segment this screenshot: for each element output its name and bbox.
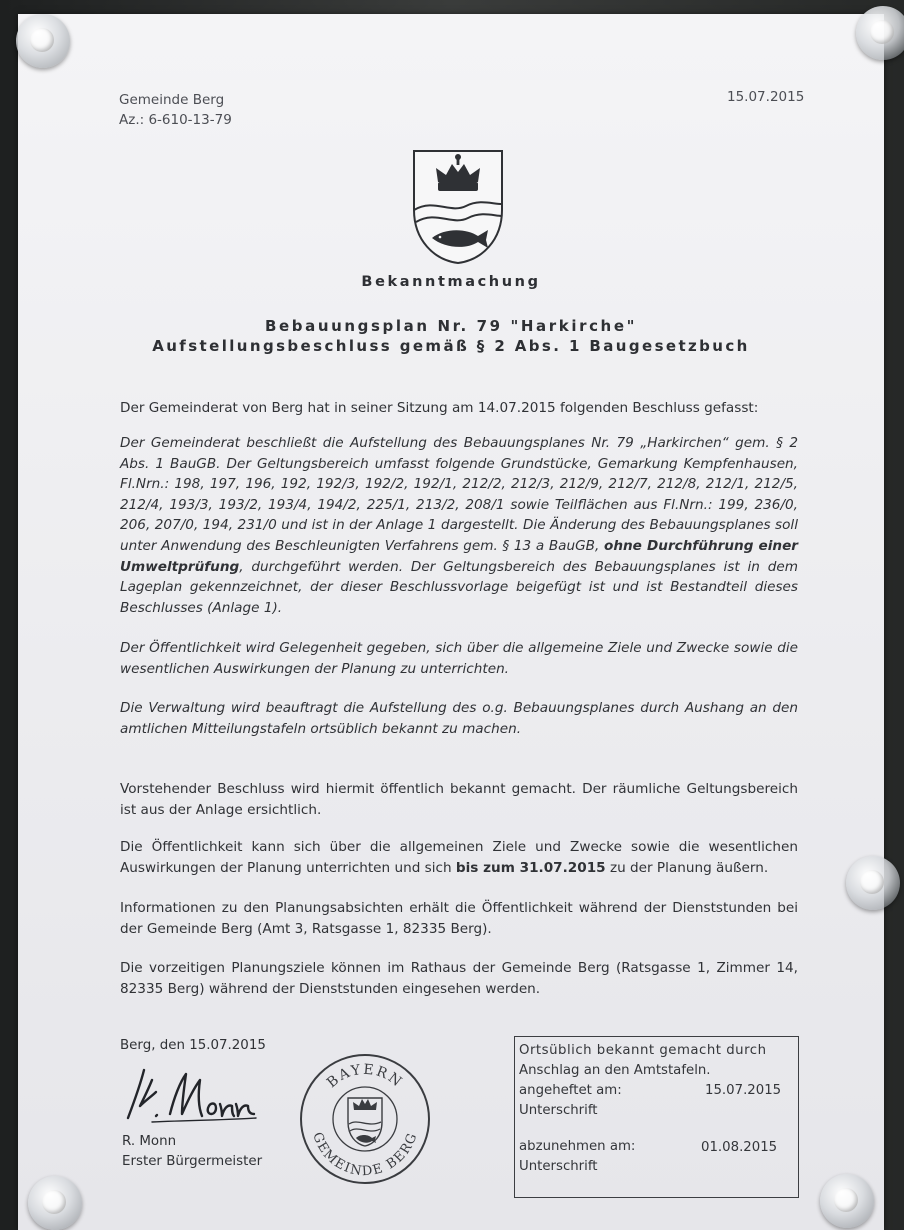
resolution-text-a: Der Gemeinderat beschließt die Aufstellung des Bebauungsplanes Nr. 79 „Harkirchen“ gem. § 2 Abs. 1 BauGB. Der Geltungsbereich umfasst folgende Grundstücke, Gemarkung Kempfenhausen, Fl.Nrn.: 198, 197, 196, 192, 192/3, 192/2, 192/1, 212/2, 212/3, 212/9, 212/7, 212/8, 212/1, 212/5, 212/4, 193/3, 193/2, 193/4, 194/2, 225/1, 213/2, 208/1 sowie Teilflächen aus Fl.Nrn.: 199, 236/0, 206, 207/0, 194, 231/0 und ist in der Anlage 1 dargestellt. Die Änderung des Bebauungsplanes soll unter Anwendung des Beschleunigten Verfahrens gem. § 13 a BauGB,	[120, 435, 798, 554]
notice-paragraph-2	[120, 837, 798, 878]
municipality-name: Gemeinde Berg	[119, 92, 225, 108]
pushpin-top-left-icon	[16, 14, 70, 68]
plan-title: Bebauungsplan Nr. 79 "Harkirche"	[264, 317, 638, 335]
announcement-heading: Bekanntmachung	[361, 274, 541, 290]
resolution-paragraph-3: Die Verwaltung wird beauftragt die Aufstellung des o.g. Bebauungsplanes durch Aushang an den amtlichen Mitteilungstafeln ortsüblich bekannt zu machen.	[120, 700, 798, 737]
notice-paper	[18, 14, 884, 1230]
header-left	[119, 90, 232, 130]
resolution-text-bold: ohne Durchführung einer Umweltprüfung	[120, 537, 798, 575]
signature-place-date: Berg, den 15.07.2015	[120, 1038, 266, 1053]
official-seal-icon	[298, 1052, 432, 1186]
pushpin-bottom-right-icon	[820, 1174, 874, 1228]
remove-label: abzunehmen am:	[519, 1139, 636, 1154]
svg-text:BAYERN: BAYERN	[324, 1061, 406, 1092]
notice-deadline: bis zum 31.07.2015	[455, 859, 606, 876]
notice-2-text-a: Die Öffentlichkeit kann sich über die allgemeinen Ziele und Zwecke sowie die wesentlichen Auswirkungen der Planung unterrichten und sich	[120, 839, 798, 876]
signature-label-1: Unterschrift	[519, 1103, 598, 1118]
notice-date: 15.07.2015	[727, 89, 805, 105]
posted-label: angeheftet am:	[519, 1083, 622, 1098]
signatory-block	[122, 1132, 262, 1171]
signature-label-2: Unterschrift	[519, 1159, 598, 1174]
posting-record-box	[514, 1036, 799, 1198]
resolution-paragraph-1	[120, 433, 798, 618]
decision-title: Aufstellungsbeschluss gemäß § 2 Abs. 1 Baugesetzbuch	[152, 337, 750, 355]
signatory-name: R. Monn	[122, 1134, 177, 1149]
notice-paragraph-1: Vorstehender Beschluss wird hiermit öffentlich bekannt gemacht. Der räumliche Geltungsbereich ist aus der Anlage ersichtlich.	[120, 781, 798, 818]
intro-text: Der Gemeinderat von Berg hat in seiner Sitzung am 14.07.2015 folgenden Beschluss gefasst:	[120, 400, 759, 416]
signatory-role: Erster Bürgermeister	[122, 1153, 263, 1169]
resolution-paragraph-2: Der Öffentlichkeit wird Gelegenheit gegeben, sich über die allgemeine Ziele und Zwecke sowie die wesentlichen Auswirkungen der Planung zu unterrichten.	[120, 640, 798, 677]
posting-line-2: Anschlag an den Amtstafeln.	[519, 1063, 711, 1078]
file-reference: Az.: 6-610-13-79	[119, 112, 232, 128]
coat-of-arms-icon	[410, 148, 506, 266]
notice-paragraph-3: Informationen zu den Planungsabsichten erhält die Öffentlichkeit während der Dienststunden bei der Gemeinde Berg (Amt 3, Ratsgasse 1, 82335 Berg).	[120, 900, 798, 937]
posted-date: 15.07.2015	[705, 1083, 782, 1098]
notice-2-text-b: zu der Planung äußern.	[605, 859, 769, 876]
remove-date: 01.08.2015	[701, 1140, 778, 1155]
posting-line-1: Ortsüblich bekannt gemacht durch	[519, 1043, 767, 1058]
pushpin-bottom-left-icon	[28, 1176, 82, 1230]
pushpin-mid-right-icon	[846, 856, 900, 910]
svg-text:GEMEINDE BERG: GEMEINDE BERG	[309, 1130, 421, 1180]
pushpin-top-right-icon	[856, 6, 904, 60]
handwritten-signature	[122, 1064, 262, 1126]
resolution-text-b: , durchgeführt werden. Der Geltungsbereich des Bebauungsplanes ist in dem Lageplan gekennzeichnet, der dieser Beschlussvorlage beigefügt ist und ist Bestandteil dieses Beschlusses (Anlage 1).	[120, 558, 798, 616]
notice-paragraph-4: Die vorzeitigen Planungsziele können im Rathaus der Gemeinde Berg (Ratsgasse 1, Zimmer 14, 82335 Berg) während der Dienststunden eingesehen werden.	[120, 960, 798, 997]
